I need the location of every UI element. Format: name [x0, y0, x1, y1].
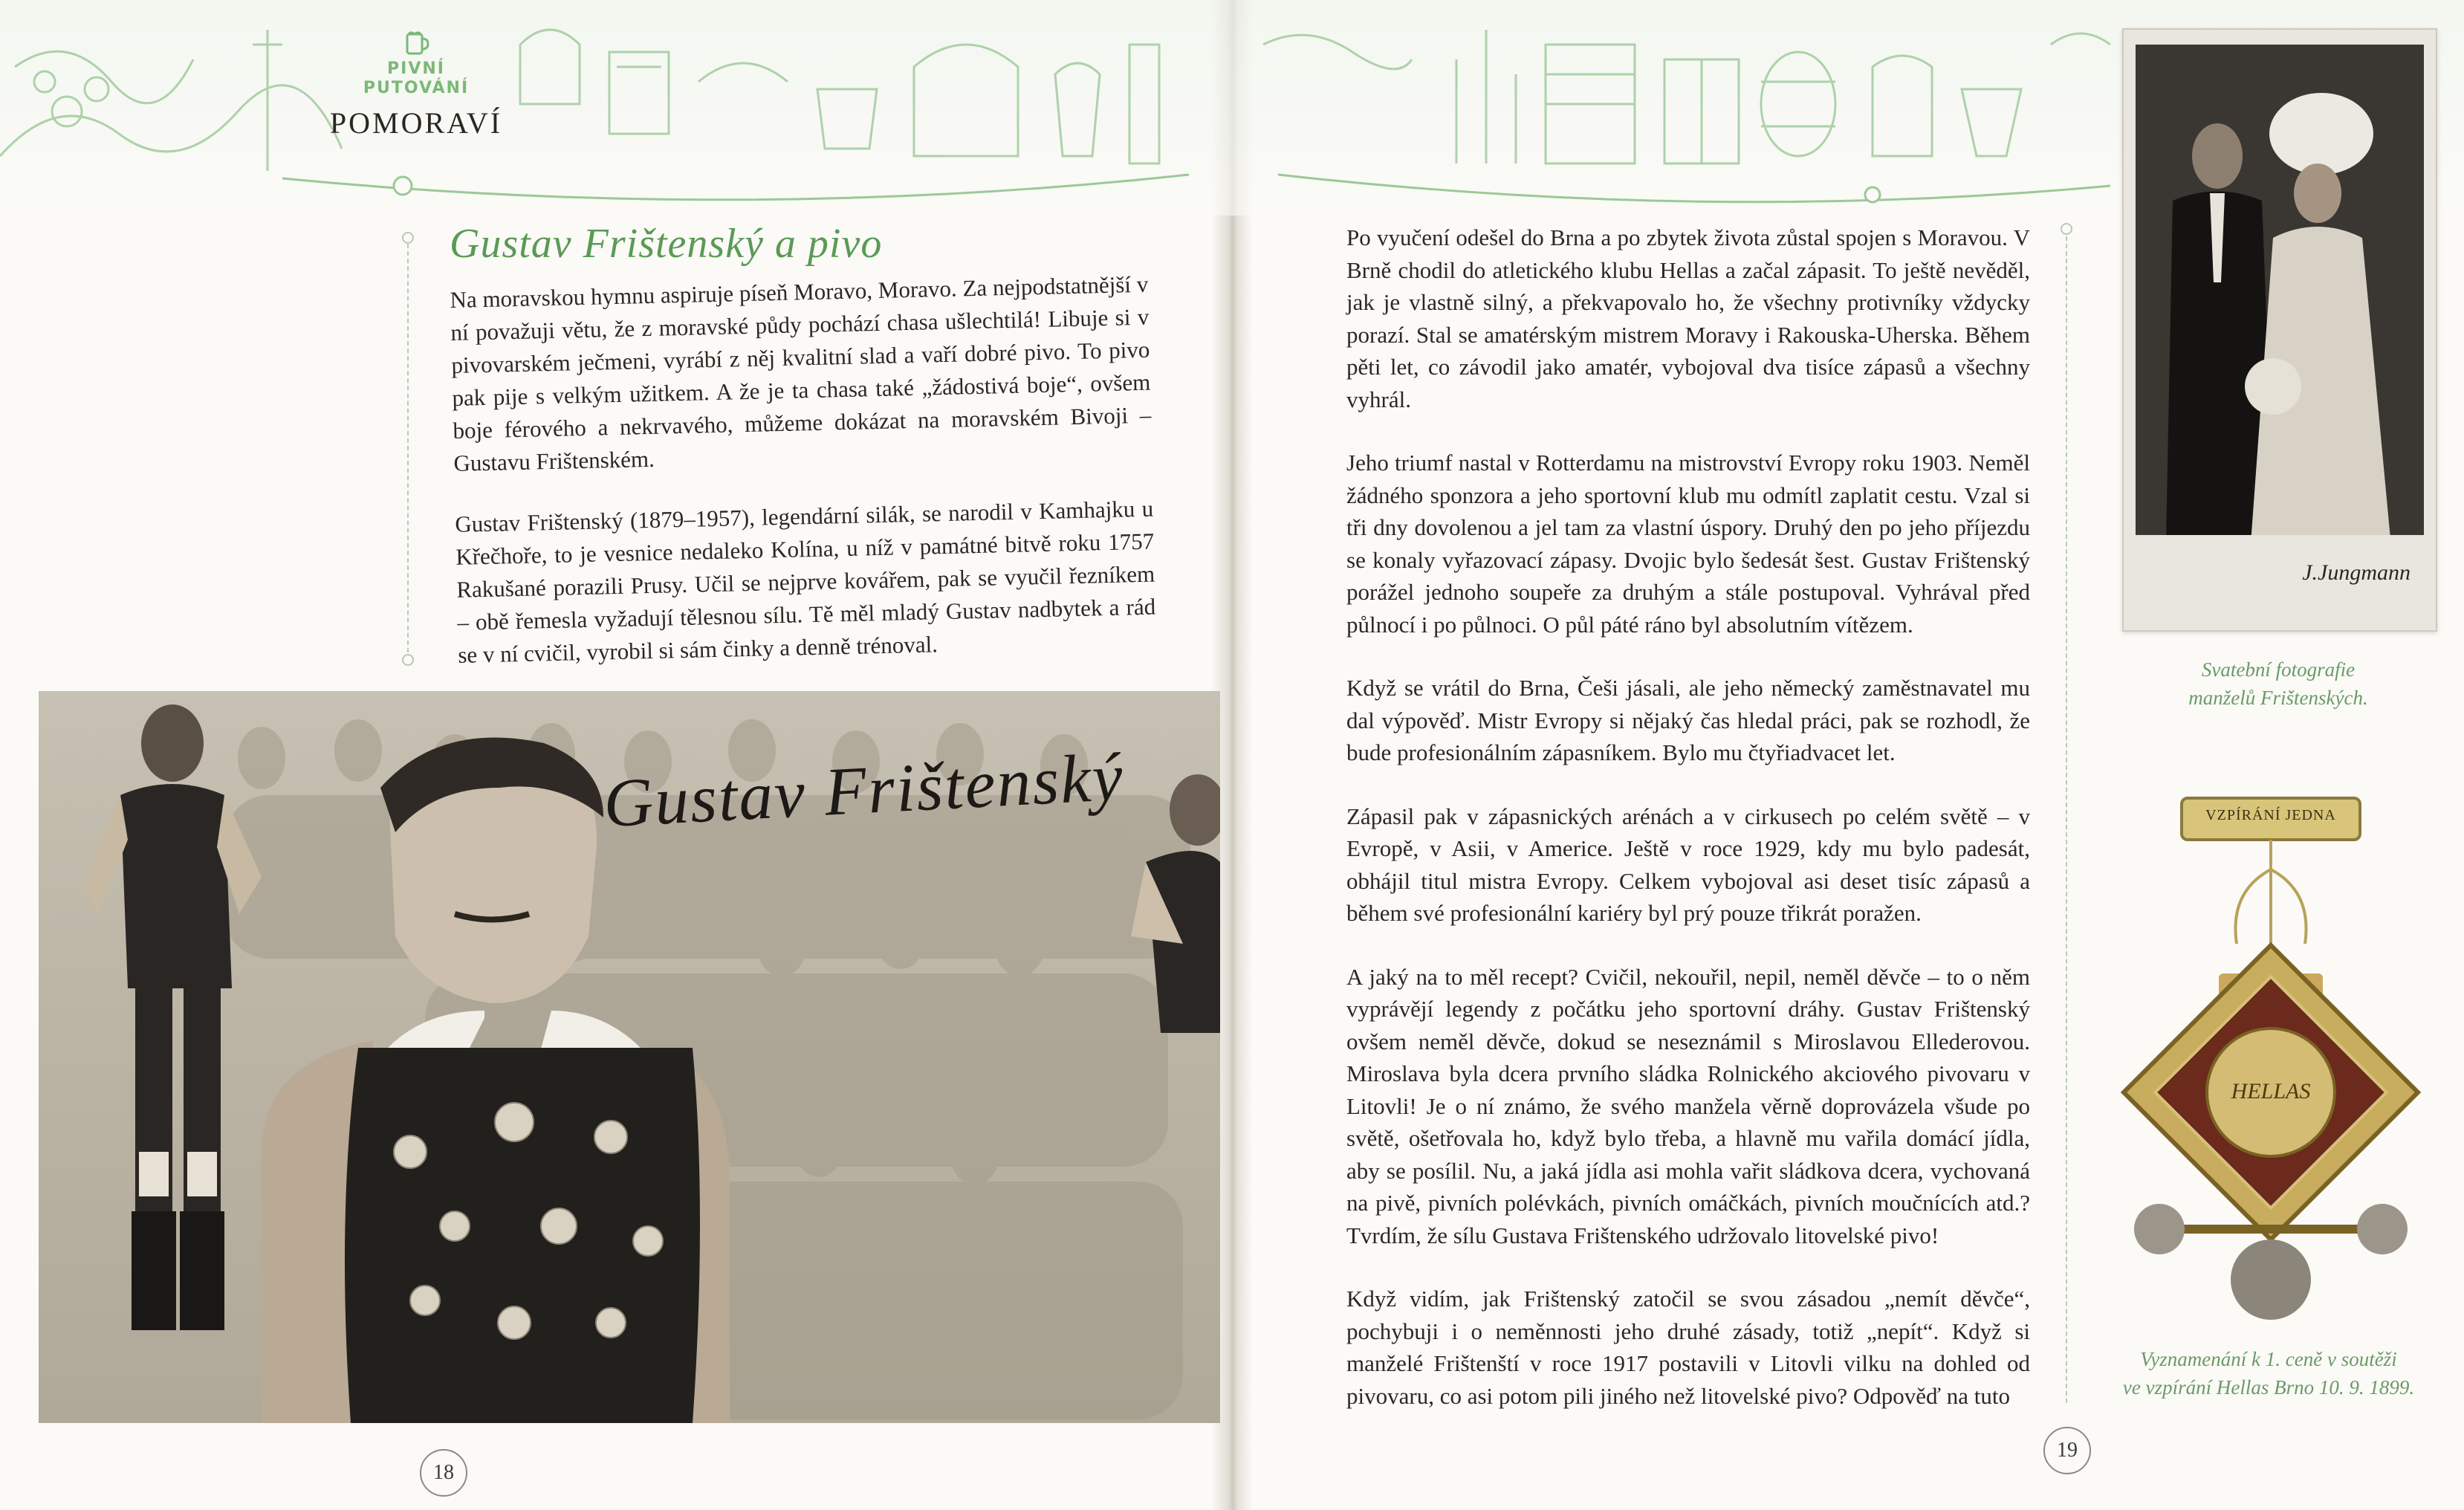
wedding-caption-line-2: manželů Frištenských. [2188, 687, 2368, 709]
standing-wrestler [83, 704, 262, 1330]
wedding-caption [2122, 655, 2434, 712]
brand-logo [327, 30, 505, 140]
wedding-photo-image [2136, 45, 2424, 602]
wrestler-photo-collage [39, 691, 1220, 1423]
right-paragraph-6: Když vidím, jak Frištenský zatočil se svou zásadou „nemít děvče“, pochybuji i o neměnnosti jeho druhé zásady, totiž „nepít“. Když si manželé Frištenští v roce 1917 postavili v Litovli vilku na dohled od pivovaru, co asi potom pili jiného než litovelské pivo? Odpověď na tuto [1346, 1286, 2030, 1409]
autograph: Gustav Frištenský [601, 738, 1126, 842]
region-title: POMORAVÍ [329, 106, 503, 140]
left-paragraph-2: Gustav Frištenský (1879–1957), legendární silák, se narodil v Kamhajku u Křečhoře, to je vesnice nedaleko Kolína, u níž v památné bitvě roku 1757 Rakušané porazili Prusy. Učil se nejprve kovářem, pak se vyučil řezníkem – obě řemesla vyžadují tělesnou sílu. Tě měl mladý Gustav nadbytek a rád se v ní cvičil, vyrobil si sám činky a denně trénoval. [454, 495, 1156, 668]
right-dashed-rule [2066, 229, 2067, 1403]
medal-center-text: HELLAS [2231, 1079, 2311, 1104]
left-dashed-rule [407, 236, 409, 660]
beer-mug-icon [401, 30, 431, 56]
medal-caption-line-2: ve vzpírání Hellas Brno 10. 9. 1899. [2122, 1376, 2415, 1399]
rule-dot-top [402, 232, 414, 244]
left-body-text [450, 268, 1157, 700]
right-paragraph-1: Po vyučení odešel do Brna a po zbytek života zůstal spojen s Moravou. V Brně chodil do atletického klubu Hellas a začal zápasit. To ještě nevěděl, jak je vlastně silný, a překvapovalo ho, že všechny protivníky vždycky porazí. Stal se amatérským mistrem Moravy i Rakouska-Uherska. Během pěti let, co závodil jako amatér, vybojoval dva tisíce zápasů a všechny vyhrál. [1346, 224, 2030, 412]
article-title: Gustav Frištenský a pivo [450, 221, 883, 267]
wedding-caption-line-1: Svatební fotografie [2201, 658, 2356, 681]
right-paragraph-3: Když se vrátil do Brna, Češi jásali, ale jeho německý zaměstnavatel mu dal výpověď. Mistr Evropy si nějaký čas hledal práci, pak se rozhodl, že bude profesionálním zápasníkem. Bylo mu čtyřiadvacet let. [1346, 675, 2030, 765]
right-rule-dot [2061, 223, 2072, 235]
rule-dot-bottom [402, 654, 414, 666]
wedding-photo [2122, 28, 2437, 632]
photo-studio-mark: J.Jungmann [2302, 560, 2410, 585]
brand-line-1: PIVNÍ [387, 59, 445, 78]
right-paragraph-5: A jaký na to měl recept? Cvičil, nekouřil, nepil, neměl děvče – to o něm vyprávějí legendy z počátku jeho sportovní dráhy. Gustav Frištenský ovšem neměl děvče, dokud se neseznámil s Miroslavou Ellederovou. Miroslava byla dcera prvního sládka Rolnického akciového pivovaru v Litovli! Je o ní známo, že svého manžela věrně doprovázela všude po světě, ošetřovala ho, když bylo třeba, a hlavně mu vařila domácí jídla, aby se posílil. Nu, a jaká jídla asi mohla vařit sládkova dcera, vychovaná na pivě, pivních polévkách, pivních omáčkách, pivních moučnících atd.? Tvrdím, že sílu Gustava Frištenského udržovalo litovelské pivo! [1346, 963, 2030, 1248]
right-paragraph-4: Zápasil pak v zápasnických arénách a v cirkusech po celém světě – v Evropě, v Asii, v Americe. Ještě v roce 1929, kdy mu bylo padesát, obhájil titul mistra Evropy. Celkem vybojoval asi deset tisíc zápasů a během své profesionální kariéry byl prý pouze třikrát poražen. [1346, 803, 2030, 926]
wedding-couple-illustration [2136, 45, 2424, 602]
right-body-text [1346, 221, 2030, 1443]
medal-illustration [2118, 780, 2430, 1323]
left-paragraph-1: Na moravskou hymnu aspiruje píseň Moravo, Moravo. Za nejpodstatnější v ní považuji větu, že z moravské půdy pochází chasa ušlechtilá! Libuje si v pivovarském ječmeni, vyrábí z něj kvalitní slad a vaří dobré pivo. To pivo pak pije s velkým užitkem. A že je ta chasa také „žádostivá boje“, ovšem boje férového a nekrvavého, můžeme dokázat na moravském Bivoji – Gustavu Frištenském. [450, 270, 1152, 476]
medal-caption [2087, 1345, 2451, 1402]
medal-plate-text: VZPÍRÁNÍ JEDNA [2205, 807, 2336, 823]
right-paragraph-2: Jeho triumf nastal v Rotterdamu na mistrovství Evropy roku 1903. Neměl žádného sponzora a jeho sportovní klub mu odmítl zaplatit cestu. Vzal si tři dny dovolenou a jel tam za vlastní úspory. Druhý den po jeho příjezdu se konaly vyřazovací zápasy. Dvojic bylo šedesát šest. Gustav Frištenský porážel jednoho soupeře za druhým a stále postupoval. Vyhrával před půlnocí i po půlnoci. O půl páté ráno byl absolutním vítězem. [1346, 450, 2030, 638]
page-number-right: 19 [2043, 1427, 2091, 1474]
page-number-left: 18 [420, 1449, 467, 1497]
brand-line-2: PUTOVÁNÍ [363, 79, 470, 97]
medal-caption-line-1: Vyznamenání k 1. ceně v soutěži [2140, 1348, 2397, 1370]
